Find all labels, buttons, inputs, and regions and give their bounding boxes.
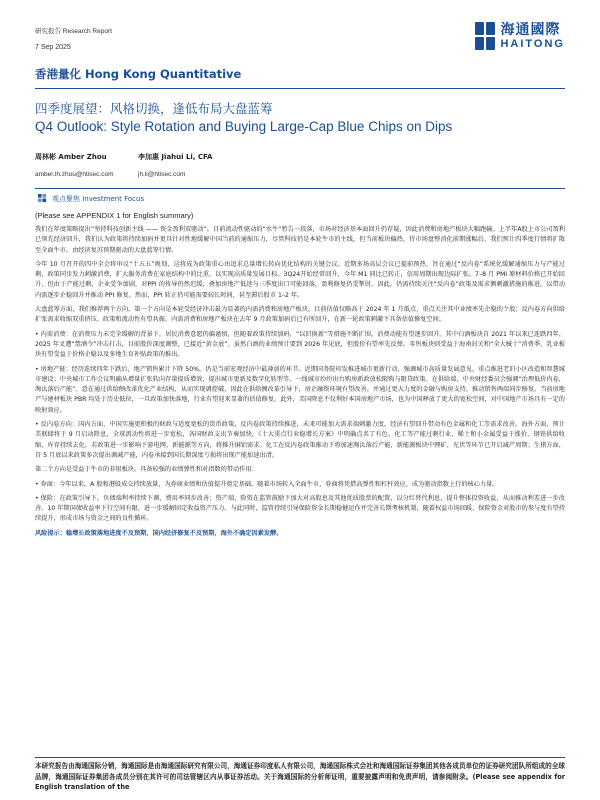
- haitong-logo: [475, 22, 565, 50]
- report-title-en: Q4 Outlook: Style Rotation and Buying Large-Cap Blue Chips on Dips: [35, 119, 453, 134]
- divider: [35, 188, 565, 189]
- author-name: 周林彬 Amber Zhou: [35, 153, 107, 161]
- body-paragraph: 今年 10 月召开的四中全会将审议“十五五”规划，这将成为政策重心由追求总量增长转向优化结构的关键会议。近期多场高层会议已提前预热，旨在通过“反内卷”系统化缓解通缩压力与产能过剩，政策同步发力刺激消费，扩大服务消费在家庭结构中的比重，以实现高质量发展目标。3Q24开始经常回升，今年 M1 同比已转正，信用周期出现边际扩张。7–8 月 PMI 原材料价格已开始回升，但由于产能过剩，企业受争加剧，对PPI 的传导仍然迟缓，叠加房地产低迷与三季度出口可能回落，盈利修复仍受掣肘。因此，仍需持续关注“反内卷”政策及需求侧刺激措施的推进，以带动内需逐步企稳回升并推动 PPI 修复。然而，PPI 转正仍可能需要较长时间，甚至滞后股市 1–2 年。: [35, 260, 565, 299]
- investment-focus-label: 观点聚焦 Investment Focus: [52, 195, 145, 203]
- body-paragraph: 大盘蓝筹方面，我们推荐两个方向。第一个方向是本轮受经济冲击最为显著的内需消费和房地产板块，目前估值仅略高于 2024 年 1 月低点，重点关注其中业绩率先企稳的个股；反内卷方向供给扩张需求收缩双重挤压，政策和流动性有望共振。内需消费和房地产板块在去年 9 月政策加码后已有所回升，在新一轮政策刺激下具备估值修复空间。: [35, 306, 565, 324]
- report-type-label: 研究报告 Research Report: [35, 28, 112, 35]
- bullet-paragraph: • 内需消费：在消费压力未完全缓解的背景下，居民消费意愿仍偏谨慎，但随着政策持续加码，“以旧换新”等措施不断扩围，消费动能有望逐步回升。其中白酒板块自 2021 年以来已连跌四年，2025 年叉遭“禁酒令”冲击打击，目前股价深度调整，已接近“黄金底”。虽然白酒的业绩预计要到 2026 年见底，但股价有望率先反弹。零售板块则受益于海南封关和“全大械十”消费季，乳业板块有望受益于价格企稳以及多地生育补贴政策的推出。: [35, 330, 565, 359]
- body-paragraph: 我们在年度策略提出“坚持科技创新主线 —— 资金盈利双驱动”。目前流动性驱动的“水牛”暂告一段落，市场对经济基本面回升仍存疑，因此消费和房地产板块大幅跑输。上半年A股上市公司盈利已领先经济回升，我们认为政策将持续加码并更具针对性地缓解中国当前的通缩压力，尽管科技仍是本轮牛市的主线，但当前板块偏热，待市场盘整消化前期涨幅后，我们预计四季度行情将扩散至全面牛市。由经济复苏预期驱动的大盘蓝筹行情。: [35, 226, 565, 254]
- author-2: [138, 152, 212, 178]
- bullet-paragraph: • 保险：在政策引导下，负债端利率持续下调，费用率同步改善；资产端，险资在监管鼓励下加大对高股息及其他优质股票的配置，以分红替代利息，提升整体投资收益，从而推动利差进一步改善。10 年期国债收益率下行空间有限，进一步缓解固定收益资产压力。与此同时，监管持续引导保险资金长期稳健运作并完善长期考核机制，随着权益市场回暖，保险资金对股市的参与度有望持续提升，形成市场与资金之间的良性循环。: [35, 494, 565, 523]
- author-name: 李加惠 Jiahui Li, CFA: [138, 153, 213, 161]
- author-email[interactable]: amber.lh.zhou@htisec.com: [35, 171, 114, 178]
- bullet-paragraph: • 反内卷方向：国内方面，中国实施更积极的财政与适度宽松的货币政策，反内卷政策持续推进，未来可能加大需求端刺激力度，经济有望回升带动有色金属和化工等需求改善。海外方面，预计美联储将于 9 月启动降息，全球流动性将进一步宽松，各国财政支出节奏加快，《十大重点行业稳增长方案》中明确点名了有色、化工等产能过剩行业，稀土和小金属受益于涨价，钢铁供给收缩，库存持续去化，若政策进一步影响下游电网、新能源等方向，将推升铜铝需求。化工在反内卷政策推动下将加速淘汰落后产能，新能源板块中锂矿、光伏等环节已开启减产周期；生猪方面，自 5 月底以来政策多次提出调减产能，内卷承接到国长期深度亏损将出现产能加速出清。: [35, 421, 565, 459]
- bullet-paragraph: • 券商：今年以来，A 股和港股成交持续放量，为券商业绩和估值提升奠定基础。随着市场转入全面牛市，券商将凭借高弹性和杠杆效应，成为驱动指数上行的核心力量。: [35, 480, 499, 488]
- appendix-note: (Please see APPENDIX 1 for English summary): [35, 211, 194, 220]
- bullet-paragraph: • 房地产链：经历连续四年下跌后，地产销售累计下降 50%，仍是当前宏观经济中最薄弱的环节。近期国务院印发推进城市更新行动，强调城市高质量发展意见，重点推进老旧小区改造和智慧城市建设；中央城市工作会议明确从增量扩张转向存量提质增效，提出城市更新及数字化转型等。一线城市纷纷出台购房新政放松限购与限贷政策。在供给端，中央财经委员会强调“治理低价内卷，淘汰落后产能”。意在通过供给侧改革优化产业结构，从而实现调控破，因此在供给侧改革引导下，房企融资环境有望改善。并通过更大力度的金融与购房支持，推动销售两端同步修复。当前房地产与建材板块 PBR 均处于历史低位，一旦政策加快落地，行业有望迎来显著的估值修复。此外，美国降息不仅利好本国房地产市场，也为中国释放了更大的宽松空间，对中国地产市场具有一定的映射效应。: [35, 365, 565, 414]
- report-date: 7 Sep 2025: [35, 44, 71, 51]
- divider: [35, 88, 565, 89]
- divider: [35, 757, 565, 758]
- haitong-logo-icon: [475, 22, 495, 50]
- risk-warning: 风险提示：稳增长政策落地进度不及预期，国内经济修复不及预期，海外不确定因素发酵。: [35, 529, 283, 537]
- brand-name-en: HAITONG: [500, 38, 565, 50]
- topic-heading: 香港量化 Hong Kong Quantitative: [35, 67, 242, 81]
- report-title-cn: 四季度展望：风格切换，逢低布局大盘蓝筹: [35, 101, 273, 116]
- author-1: [35, 152, 114, 178]
- disclaimer-text: 本研究报告由海通国际分销，海通国际是由海通国际研究有限公司，海通证券印度私人有限公司，海通国际株式会社和海通国际证券集团其他各成员单位的证券研究团队所组成的全球品牌，海通国际证券集团各成员分别在其许可的司法管辖区内从事证券活动。关于海通国际的分析师证明，重要披露声明和免责声明，请参阅附录。(Please see appendix for English translation of the: [35, 762, 565, 791]
- report-body: [35, 225, 565, 543]
- focus-marker-icon: [38, 194, 47, 203]
- brand-name-cn: 海通國際: [500, 22, 561, 38]
- author-email[interactable]: jh.li@htisec.com: [138, 171, 186, 178]
- body-paragraph: 第二个方向是受益于牛市的非银板块，具备较强的业绩弹性和对指数的带动作用：: [35, 466, 258, 474]
